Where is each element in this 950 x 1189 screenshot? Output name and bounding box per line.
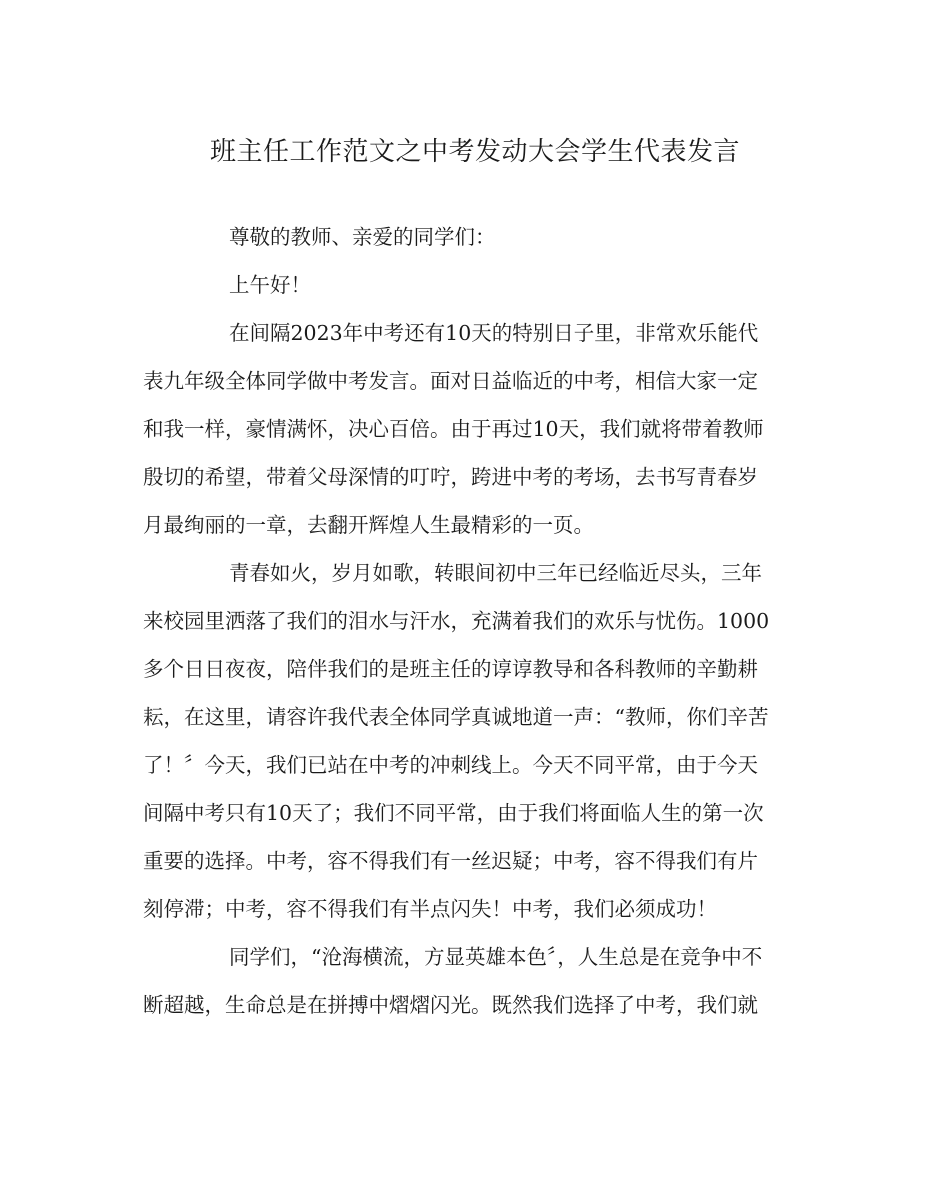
document-title: 班主任工作范文之中考发动大会学生代表发言 (209, 137, 740, 167)
paragraph-1-line-2: 表九年级全体同学做中考发言。面对日益临近的中考，相信大家一定 (143, 369, 758, 393)
paragraph-2-line-5: 了！〞今天，我们已站在中考的冲刺线上。今天不同平常，由于今天 (143, 753, 758, 777)
salutation-line: 尊敬的教师、亲爱的同学们： (229, 225, 496, 249)
greeting-line: 上午好！ (229, 273, 311, 297)
paragraph-2-line-1: 青春如火，岁月如歌，转眼间初中三年已经临近尽头，三年 (229, 561, 762, 585)
paragraph-2-line-6: 间隔中考只有10天了；我们不同平常，由于我们将面临人生的第一次 (143, 801, 764, 825)
paragraph-2-line-8: 刻停滞；中考，容不得我们有半点闪失！中考，我们必须成功！ (143, 897, 717, 921)
paragraph-1-line-5: 月最绚丽的一章，去翻开辉煌人生最精彩的一页。 (143, 513, 594, 537)
paragraph-2-line-2: 来校园里洒落了我们的泪水与汗水，充满着我们的欢乐与忧伤。1000 (143, 609, 770, 633)
paragraph-2-line-4: 耘，在这里，请容许我代表全体同学真诚地道一声：“教师，你们辛苦 (143, 705, 769, 729)
paragraph-3-line-1: 同学们，“沧海横流，方显英雄本色〞，人生总是在竞争中不 (229, 945, 763, 969)
paragraph-3-line-2: 断超越，生命总是在拼搏中熠熠闪光。既然我们选择了中考，我们就 (143, 993, 758, 1017)
paragraph-2-line-3: 多个日日夜夜，陪伴我们的是班主任的谆谆教导和各科教师的辛勤耕 (143, 657, 758, 681)
paragraph-1-line-3: 和我一样，豪情满怀，决心百倍。由于再过10天，我们就将带着教师 (143, 417, 764, 441)
paragraph-1-line-1: 在间隔2023年中考还有10天的特别日子里，非常欢乐能代 (229, 321, 759, 345)
paragraph-1-line-4: 殷切的希望，带着父母深情的叮咛，跨进中考的考场，去书写青春岁 (143, 465, 758, 489)
paragraph-2-line-7: 重要的选择。中考，容不得我们有一丝迟疑；中考，容不得我们有片 (143, 849, 758, 873)
